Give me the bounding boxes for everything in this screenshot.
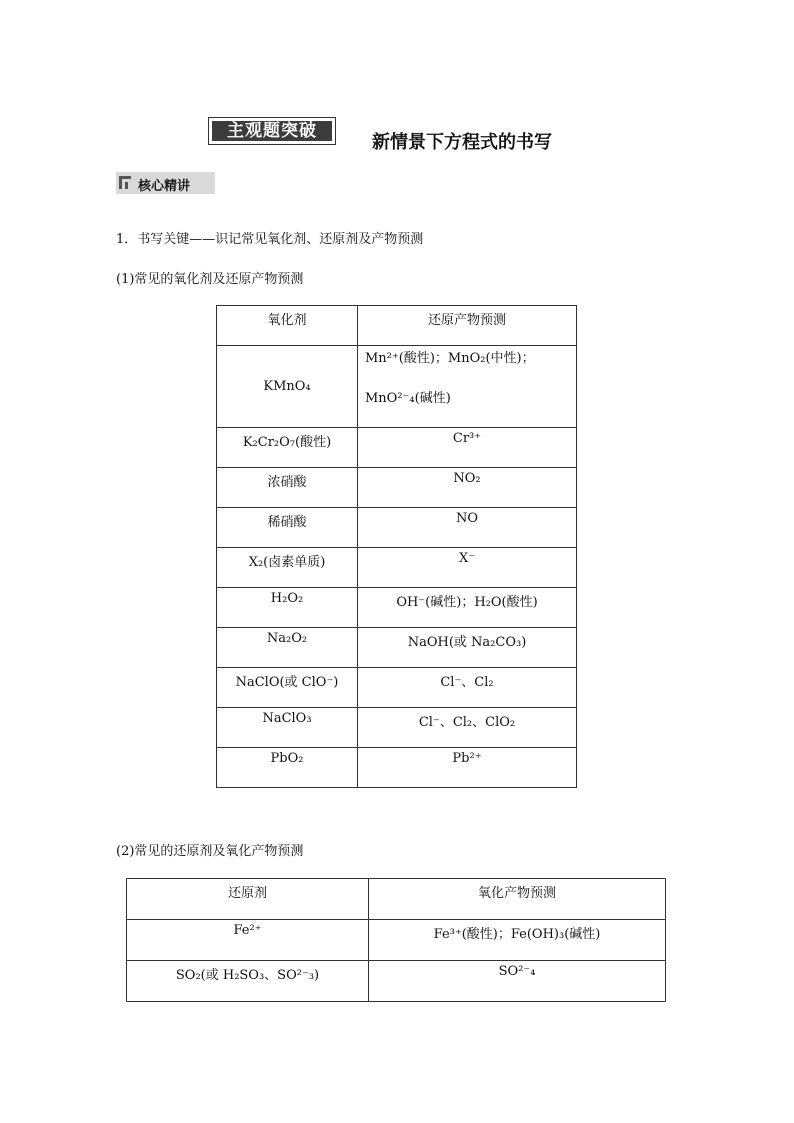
agent-cell: 稀硝酸 [217,508,358,548]
product-cell: Cl⁻、Cl₂、ClO₂ [358,708,577,748]
table-row [217,508,577,548]
product-cell: X⁻ [358,548,577,588]
product-line: Mn²⁺(酸性)；MnO₂(中性)； [365,351,535,366]
product-cell: NO₂ [358,468,577,508]
agent-cell: K₂Cr₂O₇(酸性) [217,428,358,468]
product-cell: OH⁻(碱性)；H₂O(酸性) [358,588,577,628]
table-row [217,346,577,428]
product-cell [358,346,577,428]
subheading-reducers: (2)常见的还原剂及氧化产物预测 [116,844,304,859]
table-row [217,428,577,468]
topic-badge-label: 主观题突破 [212,121,332,141]
agent-cell: NaClO(或 ClO⁻) [217,668,358,708]
agent-cell: PbO₂ [217,748,358,788]
agent-cell: KMnO₄ [217,346,358,428]
subheading-oxidizers: (1)常见的氧化剂及还原产物预测 [116,272,304,287]
product-cell: NO [358,508,577,548]
product-cell: SO²⁻₄ [369,961,666,1002]
header-cell: 还原剂 [127,879,369,920]
table-row [217,748,577,788]
agent-cell: H₂O₂ [217,588,358,628]
table-row [127,920,666,961]
table-row [217,708,577,748]
product-cell: Pb²⁺ [358,748,577,788]
point-heading: 1．书写关键——识记常见氧化剂、还原剂及产物预测 [116,232,424,247]
table-header-row [217,306,577,346]
product-cell: Fe³⁺(酸性)；Fe(OH)₃(碱性) [369,920,666,961]
agent-cell: Na₂O₂ [217,628,358,668]
product-cell: Cr³⁺ [358,428,577,468]
table-row [217,588,577,628]
header-cell: 还原产物预测 [358,306,577,346]
table-header-row [127,879,666,920]
product-cell: NaOH(或 Na₂CO₃) [358,628,577,668]
table-row [217,628,577,668]
oxidizer-table [216,305,577,788]
table-row [217,668,577,708]
agent-cell: X₂(卤素单质) [217,548,358,588]
product-cell: Cl⁻、Cl₂ [358,668,577,708]
header-cell: 氧化剂 [217,306,358,346]
section-label: 核心精讲 [138,179,191,194]
table-row [217,468,577,508]
agent-cell: Fe²⁺ [127,920,369,961]
agent-cell: NaClO₃ [217,708,358,748]
section-header [116,172,215,194]
product-line: MnO²⁻₄(碱性) [365,391,451,406]
page-title: 新情景下方程式的书写 [372,132,552,153]
agent-cell: SO₂(或 H₂SO₃、SO²⁻₃) [127,961,369,1002]
table-row [127,961,666,1002]
topic-badge [208,117,336,145]
reducer-table [126,878,666,1002]
table-row [217,548,577,588]
agent-cell: 浓硝酸 [217,468,358,508]
section-bracket-icon [119,176,131,189]
header-cell: 氧化产物预测 [369,879,666,920]
